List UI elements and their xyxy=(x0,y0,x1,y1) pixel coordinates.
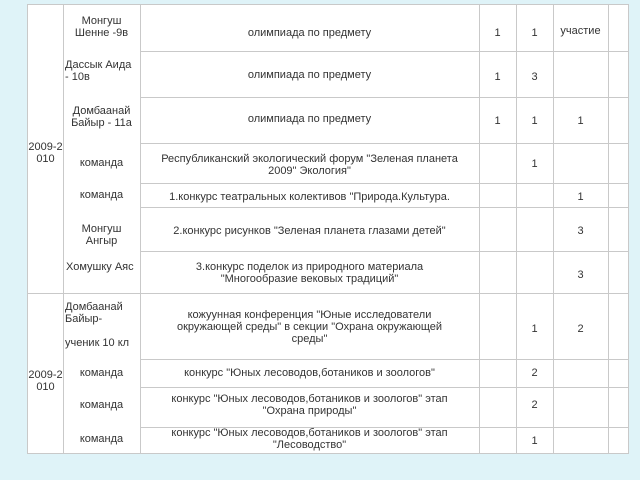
participant-cell: команда xyxy=(79,157,124,169)
row-divider xyxy=(140,207,628,208)
participant-cell: Домбаанай Байыр- ученик 10 кл xyxy=(65,301,130,349)
row-divider xyxy=(140,251,628,252)
event-cell: 3.конкурс поделок из природного материала "Многообразие вековых традиций" xyxy=(195,261,424,285)
score-cell: 1 xyxy=(531,435,538,447)
row-divider xyxy=(140,51,628,52)
event-cell: конкурс "Юных лесоводов,ботаников и зоологов" xyxy=(184,367,435,379)
event-cell: Республиканский экологический форум "Зеленая планета 2009" Экология" xyxy=(161,153,458,177)
score-cell: 3 xyxy=(577,225,584,237)
score-cell: 3 xyxy=(531,71,538,83)
participant-cell: команда xyxy=(79,433,124,445)
score-cell: 1 xyxy=(577,191,584,203)
year-cell: 2009-2010 xyxy=(28,141,63,165)
col-divider xyxy=(608,5,609,453)
row-divider xyxy=(140,183,628,184)
event-cell: олимпиада по предмету xyxy=(247,113,372,125)
score-cell: 2 xyxy=(531,399,538,411)
row-divider xyxy=(140,143,628,144)
participant-cell: Дассык Аида - 10в xyxy=(65,59,132,83)
row-divider xyxy=(140,359,628,360)
score-cell: 2 xyxy=(531,367,538,379)
score-cell: 3 xyxy=(577,269,584,281)
year-cell: 2009-2010 xyxy=(28,369,63,393)
score-cell: 1 xyxy=(531,115,538,127)
participant-cell: Домбаанай Байыр - 11а xyxy=(71,105,132,129)
participant-cell: Монгуш Шенне -9в xyxy=(74,15,129,39)
score-cell: 1 xyxy=(494,115,501,127)
score-cell: 1 xyxy=(494,71,501,83)
results-table xyxy=(27,4,629,454)
score-cell: участие xyxy=(560,25,601,37)
event-cell: конкурс "Юных лесоводов,ботаников и зоологов" этап "Охрана природы" xyxy=(171,393,448,417)
event-cell: олимпиада по предмету xyxy=(247,69,372,81)
row-divider xyxy=(140,387,628,388)
score-cell: 1 xyxy=(531,27,538,39)
event-cell: конкурс "Юных лесоводов,ботаников и зоологов" этап "Лесоводство" xyxy=(171,427,448,451)
participant-cell: команда xyxy=(79,399,124,411)
event-cell: 2.конкурс рисунков "Зеленая планета глазами детей" xyxy=(173,225,446,237)
score-cell: 1 xyxy=(577,115,584,127)
participant-cell: команда xyxy=(79,367,124,379)
event-cell: олимпиада по предмету xyxy=(247,27,372,39)
score-cell: 1 xyxy=(494,27,501,39)
row-divider xyxy=(140,97,628,98)
year-divider xyxy=(28,293,628,294)
participant-cell: Хомушку Аяс xyxy=(66,261,134,273)
participant-cell: Монгуш Ангыр xyxy=(81,223,122,247)
event-cell: 1.конкурс театральных колективов "Природа.Культура. xyxy=(169,191,450,203)
participant-cell: команда xyxy=(79,189,124,201)
score-cell: 2 xyxy=(577,323,584,335)
event-cell: кожуунная конференция "Юные исследователи окружающей среды" в секции "Охрана окружающей среды" xyxy=(176,309,443,345)
score-cell: 1 xyxy=(531,323,538,335)
score-cell: 1 xyxy=(531,158,538,170)
